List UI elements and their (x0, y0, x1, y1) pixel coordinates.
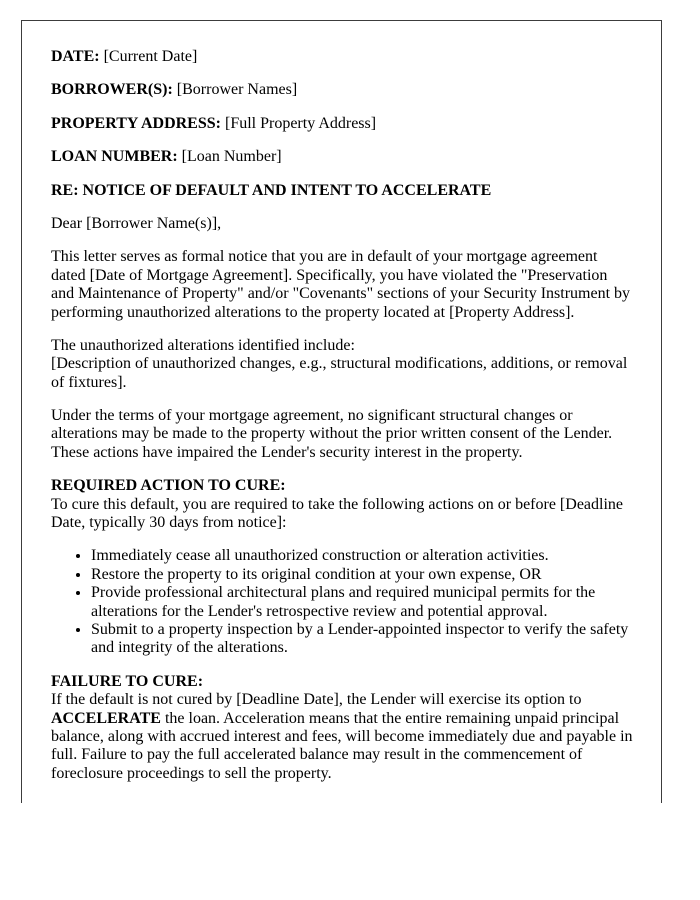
alterations-paragraph (51, 337, 634, 392)
list-item: • Provide professional architectural plans and required municipal permits for the alterations for the Lender's retrospective review and potential approval. (91, 584, 634, 621)
field-borrowers-value: [Borrower Names] (176, 81, 298, 99)
intro-paragraph: This letter serves as formal notice that you are in default of your mortgage agreement dated [Date of Mortgage Agreement]. Specifically, you have violated the "Preservation and Maintenance of Property" and/or "Covenants" sections of your Security Instrument by performing unauthorized alterations to the property located at [Property Address]. (51, 248, 631, 321)
field-loan-number-value: [Loan Number] (181, 148, 282, 166)
list-item: • Submit to a property inspection by a Lender-appointed inspector to verify the safety and integrity of the alterations. (91, 621, 634, 658)
salutation: Dear [Borrower Name(s)], (51, 214, 222, 232)
failure-body-after: the loan. Acceleration means that the entire remaining unpaid principal balance, along with accrued interest and fees, will become immediately due and payable in full. Failure to pay the full accelerated balance may result in the commencement of foreclosure proceedings to sell the property. (51, 709, 633, 782)
alterations-intro: The unauthorized alterations identified include: (51, 336, 355, 354)
required-action-intro: To cure this default, you are required to take the following actions on or before [Deadline Date, typically 30 days from notice]: (51, 495, 624, 532)
field-borrowers (51, 81, 634, 99)
field-loan-number-label: LOAN NUMBER: (51, 148, 178, 166)
alterations-description: [Description of unauthorized changes, e.g., structural modifications, additions, or removal of fixtures]. (51, 355, 628, 391)
required-action-heading: REQUIRED ACTION TO CURE: (51, 477, 286, 495)
subject-line: RE: NOTICE OF DEFAULT AND INTENT TO ACCELERATE (51, 181, 492, 199)
field-property-address (51, 115, 634, 133)
letter-frame (21, 20, 662, 803)
list-item: • Immediately cease all unauthorized construction or alteration activities. (91, 547, 634, 565)
field-property-address-value: [Full Property Address] (224, 114, 377, 132)
field-borrowers-label: BORROWER(S): (51, 81, 173, 99)
terms-paragraph: Under the terms of your mortgage agreement, no significant structural changes or alterations may be made to the property without the prior written consent of the Lender. These actions have impaired the Lender's security interest in the property. (51, 407, 613, 461)
list-item: • Restore the property to its original condition at your own expense, OR (91, 566, 634, 584)
accelerate-emphasis: ACCELERATE (51, 709, 161, 727)
failure-body-before: If the default is not cured by [Deadline Date], the Lender will exercise its option to (51, 691, 582, 709)
field-date (51, 48, 634, 66)
field-date-label: DATE: (51, 48, 100, 65)
field-property-address-label: PROPERTY ADDRESS: (51, 114, 221, 132)
field-date-value: [Current Date] (103, 48, 198, 65)
required-action-paragraph (51, 477, 634, 532)
required-actions-list (51, 547, 634, 657)
failure-to-cure-heading: FAILURE TO CURE: (51, 672, 204, 690)
failure-to-cure-paragraph (51, 673, 634, 783)
field-loan-number (51, 148, 634, 166)
